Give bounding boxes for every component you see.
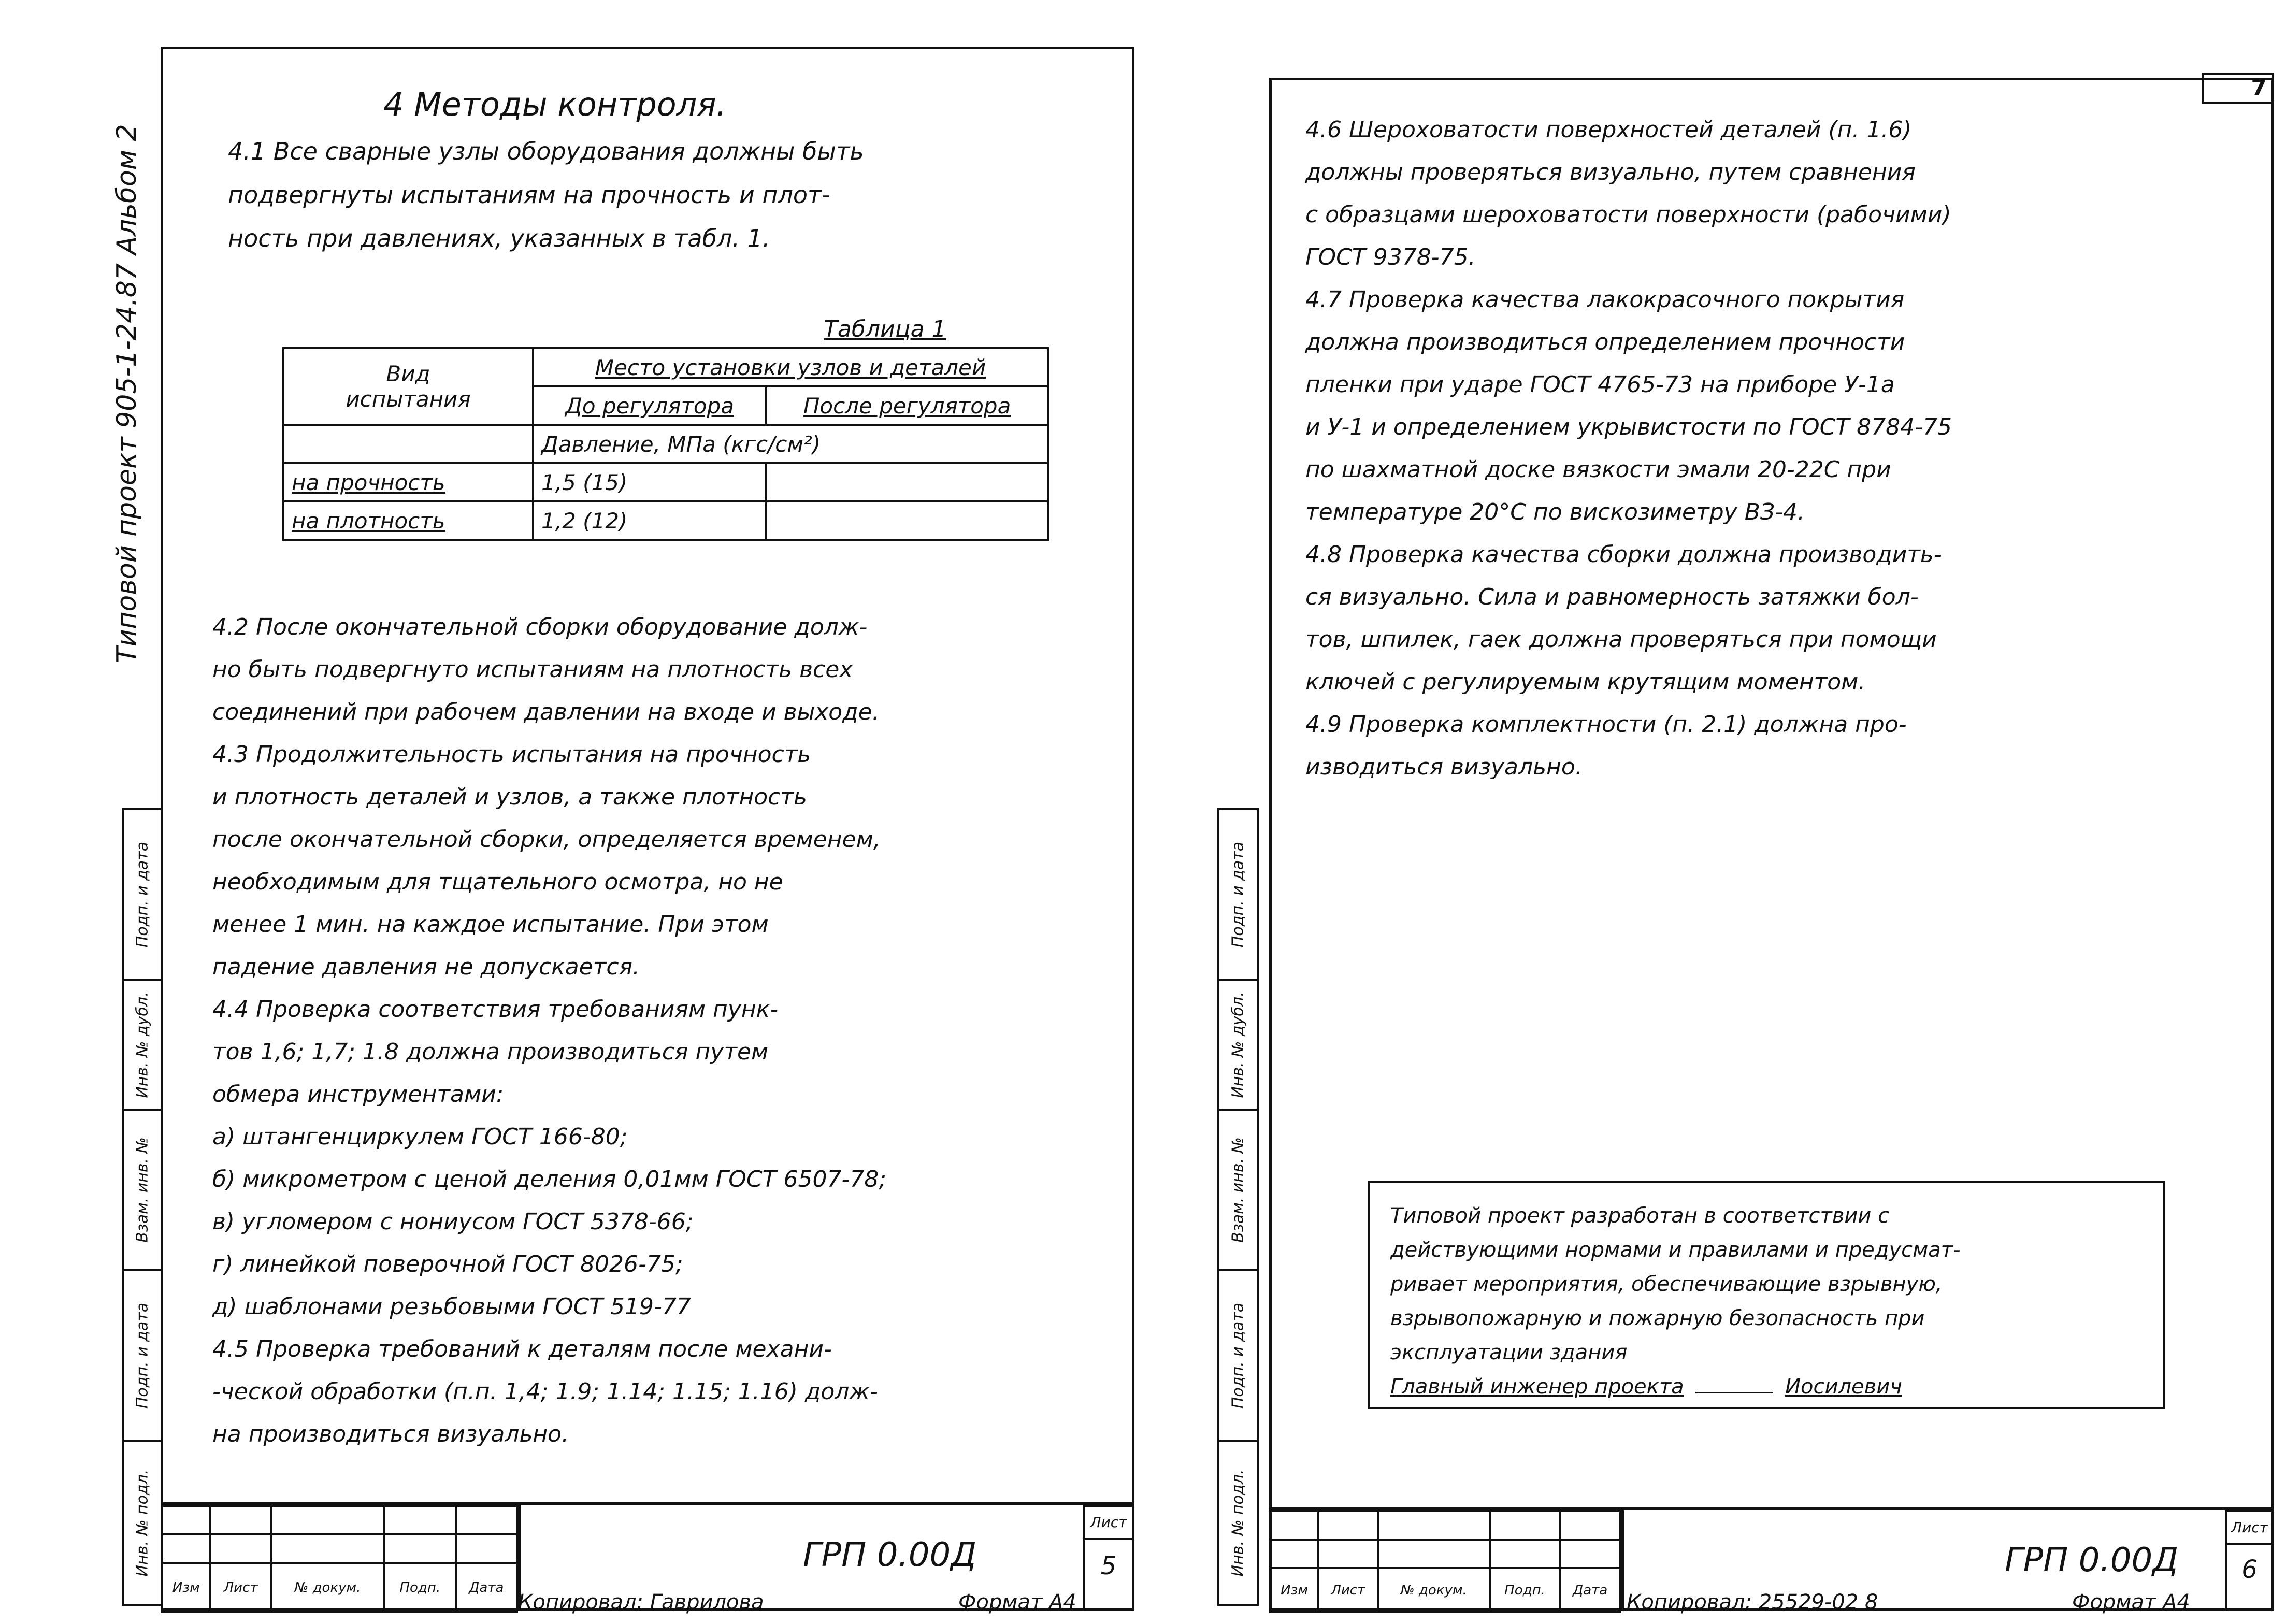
table-row-name: на прочность bbox=[283, 463, 533, 501]
stamp-label-sign: Подп. bbox=[384, 1563, 455, 1612]
right-stamp-grid bbox=[1269, 1510, 1621, 1613]
left-body-text: 4.2 После окончательной сборки оборудование долж- но быть подвергнуто испытаниям на плотность всех соединений при рабочем давлении на входе и выходе. 4.3 Продолжительность испытания на прочность и плотность деталей и узлов, а также плотность после окончательной сборки, определяется временем, необходимым для тщательного осмотра, но не менее 1 мин. на каждое испытание. При этом падение давления не допускается. 4.4 Проверка соответствия требованиям пунк- тов 1,6; 1,7; 1.8 должна производиться путем обмера инструментами: а) штангенциркулем ГОСТ 166-80; б) микрометром с ценой деления 0,01мм ГОСТ 6507-78; в) угломером с нониусом ГОСТ 5378-66; г) линейкой поверочной ГОСТ 8026-75; д) шаблонами резьбовыми ГОСТ 519-77 4.5 Проверка требований к деталям после механи- -ческой обработки (п.п. 1,4; 1.9; 1.14; 1.15; 1.16) долж- на производиться визуально. bbox=[212, 614, 887, 1447]
table-row-value: 1,5 (15) bbox=[533, 463, 766, 501]
stamp-label-date: Дата bbox=[456, 1563, 517, 1612]
right-sidebar-stamps bbox=[1217, 808, 1259, 1606]
table-header-after-regulator: После регулятора bbox=[766, 386, 1048, 425]
signature bbox=[1695, 1392, 1773, 1393]
table-header-test-type: Вид испытания bbox=[283, 348, 533, 425]
right-sheet-label: Лист bbox=[2227, 1512, 2272, 1545]
engineer-name: Иосилевич bbox=[1785, 1375, 1902, 1399]
right-sidebar-label-0: Подп. и дата bbox=[1229, 841, 1247, 948]
right-sheet-number: 6 bbox=[2241, 1555, 2258, 1584]
table-row-value: 1,2 (12) bbox=[533, 501, 766, 540]
left-sidebar-stamps bbox=[122, 808, 163, 1606]
right-body-text: 4.6 Шероховатости поверхностей деталей (п. 1.6) должны проверяться визуально, путем сравнения с образцами шероховатости поверхности (рабочими) ГОСТ 9378-75. 4.7 Проверка качества лакокрасочного покрытия должна производиться определением прочности пленки при ударе ГОСТ 4765-73 на приборе У-1а и У-1 и определением укрывистости по ГОСТ 8784-75 по шахматной доске вязкости эмали 20-22С при температуре 20°С по вискозиметру ВЗ-4. 4.8 Проверка качества сборки должна производить- ся визуально. Сила и равномерность затяжки бол- тов, шпилек, гаек должна проверяться при помощи ключей с регулируемым крутящим моментом. 4.9 Проверка комплектности (п. 2.1) должна про- изводиться визуально. bbox=[1305, 117, 1952, 780]
left-doc-code: ГРП 0.00Д bbox=[803, 1536, 977, 1574]
note-box bbox=[1368, 1181, 2165, 1409]
table-empty-cell bbox=[283, 425, 533, 463]
right-corner-number: 7 bbox=[2251, 75, 2267, 101]
stamp-label-change: Изм bbox=[162, 1563, 210, 1612]
left-sidebar-label-2: Взам. инв. № bbox=[133, 1137, 152, 1243]
stamp-label-change: Изм bbox=[1270, 1568, 1318, 1612]
stamp-label-sheet: Лист bbox=[1318, 1568, 1377, 1612]
para-4-1: 4.1 Все сварные узлы оборудования должны быть подвергнуты испытаниям на прочность и плот- ность при давлениях, указанных в табл. 1. bbox=[228, 137, 864, 252]
table-header-location: Место установки узлов и деталей bbox=[533, 348, 1048, 386]
left-format: Формат А4 bbox=[958, 1590, 1076, 1614]
table-row bbox=[283, 501, 1048, 540]
engineer-title: Главный инженер проекта bbox=[1390, 1375, 1684, 1399]
left-sidebar-label-3: Подп. и дата bbox=[133, 1302, 152, 1409]
right-sidebar-label-4: Инв. № подл. bbox=[1229, 1469, 1247, 1577]
left-sheet-label: Лист bbox=[1085, 1507, 1132, 1540]
right-corner-box bbox=[2202, 73, 2274, 104]
engineer-line bbox=[1390, 1370, 2143, 1404]
note-text: Типовой проект разработан в соответствии с действующими нормами и правилами и предусмат- ривает мероприятия, обеспечивающие взрывную, взрывопожарную и пожарную безопасность при эксплуатации здания bbox=[1390, 1204, 1961, 1364]
right-sheet-box bbox=[2225, 1510, 2274, 1611]
right-doc-code: ГРП 0.00Д bbox=[2005, 1541, 2179, 1579]
section-heading: 4 Методы контроля. bbox=[383, 85, 727, 123]
right-sidebar-label-3: Подп. и дата bbox=[1229, 1302, 1247, 1409]
left-sidebar-label-0: Подп. и дата bbox=[133, 841, 152, 948]
stamp-label-date: Дата bbox=[1560, 1568, 1620, 1612]
left-sheet-number: 5 bbox=[1100, 1551, 1117, 1580]
right-sidebar-label-2: Взам. инв. № bbox=[1229, 1137, 1247, 1243]
table-header-before-regulator: До регулятора bbox=[533, 386, 766, 425]
left-side-title: Типовой проект 905-1-24.87 Альбом 2 bbox=[111, 124, 142, 663]
left-sidebar-label-4: Инв. № подл. bbox=[133, 1469, 152, 1577]
left-page bbox=[0, 0, 1140, 1624]
stamp-label-sign: Подп. bbox=[1490, 1568, 1560, 1612]
right-copied-by: Копировал: 25529-02 8 bbox=[1627, 1590, 1878, 1614]
stamp-label-sheet: Лист bbox=[210, 1563, 270, 1612]
stamp-label-docnum: № докум. bbox=[1378, 1568, 1490, 1612]
table-caption: Таблица 1 bbox=[824, 316, 946, 342]
stamp-label-docnum: № докум. bbox=[271, 1563, 385, 1612]
table-row-empty bbox=[766, 501, 1048, 540]
right-sidebar-label-1: Инв. № дубл. bbox=[1229, 991, 1247, 1098]
left-sheet-box bbox=[1083, 1505, 1134, 1611]
left-sidebar-label-1: Инв. № дубл. bbox=[133, 991, 152, 1098]
pressure-table bbox=[282, 347, 1049, 541]
table-row-name: на плотность bbox=[283, 501, 533, 540]
left-copied-by: Копировал: Гаврилова bbox=[518, 1590, 764, 1614]
left-stamp-grid bbox=[161, 1505, 518, 1613]
right-format: Формат А4 bbox=[2072, 1590, 2190, 1614]
table-row-empty bbox=[766, 463, 1048, 501]
table-row bbox=[283, 463, 1048, 501]
table-unit-row: Давление, МПа (кгс/см²) bbox=[533, 425, 1048, 463]
right-page bbox=[1160, 0, 2286, 1624]
